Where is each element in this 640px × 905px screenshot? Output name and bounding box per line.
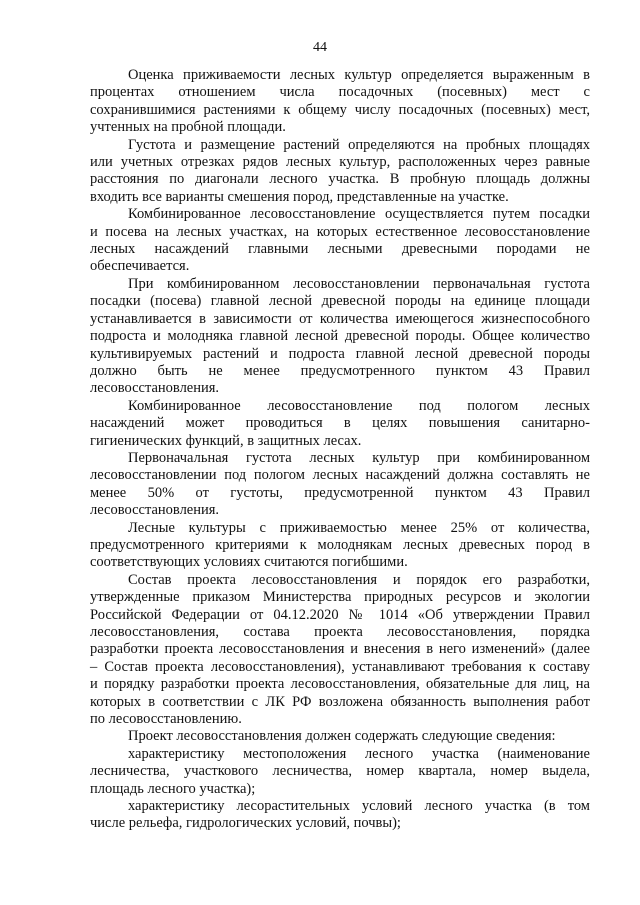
text-line: утвержденные приказом Министерства природных ресурсов и экологии xyxy=(90,589,590,606)
text-line: характеристику местоположения лесного участка (наименование xyxy=(128,745,590,762)
text-line: Первоначальная густота лесных культур при комбинированном xyxy=(128,449,590,466)
text-line: лесовосстановления. xyxy=(90,380,220,397)
text-line: разработки проекта лесовосстановления и внесения в него изменений» (далее xyxy=(90,641,590,658)
page-number: 44 xyxy=(313,40,327,55)
paragraph xyxy=(90,276,590,398)
paragraph xyxy=(90,137,590,207)
text-line: или учетных отрезках рядов лесных культур, расположенных через равные xyxy=(90,154,590,171)
text-line: Проект лесовосстановления должен содержать следующие сведения: xyxy=(128,728,556,745)
text-line: лесовосстановления. xyxy=(90,502,220,519)
text-line: которых в соответствии с ЛК РФ возложена обязанность выполнения работ xyxy=(90,693,590,710)
text-line: насаждений может проводиться в целях повышения санитарно- xyxy=(90,415,590,432)
text-line: При комбинированном лесовосстановлении первоначальная густота xyxy=(128,275,590,292)
text-line: сохранившимися растениями к общему числу посадочных (посевных) мест, xyxy=(90,101,590,118)
text-line: по лесовосстановлению. xyxy=(90,711,242,728)
text-line: расстояния по диагонали лесного участка. В пробную площадь должны xyxy=(90,171,590,188)
text-line: Лесные культуры с приживаемостью менее 25% от количества, xyxy=(128,519,590,536)
text-line: Состав проекта лесовосстановления и порядок его разработки, xyxy=(128,571,590,588)
text-line: и посева на лесных участках, на которых естественное лесовосстановление xyxy=(90,223,590,240)
text-line: соответствующих условиях считаются погибшими. xyxy=(90,554,408,571)
document-body xyxy=(90,67,590,833)
paragraph xyxy=(90,572,590,729)
text-line: входить все варианты смешения пород, представленные на участке. xyxy=(90,188,509,205)
text-line: и порядку разработки проекта лесовосстановления, обязательные для лиц, на xyxy=(90,676,590,693)
paragraph xyxy=(90,450,590,520)
text-line: должно быть не менее предусмотренного пунктом 43 Правил xyxy=(90,362,590,379)
paragraph xyxy=(90,67,590,137)
paragraph xyxy=(90,398,590,450)
text-line: числе рельефа, гидрологических условий, почвы); xyxy=(90,815,401,832)
text-line: процентах отношением числа посадочных (посевных) мест с xyxy=(90,84,590,101)
paragraph xyxy=(90,746,590,798)
paragraph xyxy=(90,206,590,276)
text-line: Густота и размещение растений определяются на пробных площадях xyxy=(128,136,590,153)
text-line: обеспечивается. xyxy=(90,258,190,275)
text-line: площадь лесного участка); xyxy=(90,780,256,797)
paragraph xyxy=(90,520,590,572)
paragraph xyxy=(90,798,590,833)
text-line: учтенных на пробной площади. xyxy=(90,119,286,136)
text-line: подроста и молодняка главной лесной древесной породы. Общее количество xyxy=(90,328,590,345)
text-line: культивируемых растений и подроста главной лесной древесной породы xyxy=(90,345,590,362)
text-line: Комбинированное лесовосстановление осуществляется путем посадки xyxy=(128,206,590,223)
text-line: характеристику лесорастительных условий лесного участка (в том xyxy=(128,798,590,815)
text-line: устанавливается в зависимости от количества имеющегося жизнеспособного xyxy=(90,310,590,327)
text-line: лесничества, участкового лесничества, номер квартала, номер выдела, xyxy=(90,763,590,780)
text-line: лесных насаждений главными лесными древесными породами не xyxy=(90,241,590,258)
paragraph xyxy=(90,728,590,745)
text-line: предусмотренного критериями к молоднякам лесных древесных пород в xyxy=(90,536,590,553)
text-line: менее 50% от густоты, предусмотренной пунктом 43 Правил xyxy=(90,484,590,501)
text-line: Комбинированное лесовосстановление под пологом лесных xyxy=(128,397,590,414)
text-line: лесовосстановлении под пологом лесных насаждений должна составлять не xyxy=(90,467,590,484)
text-line: Российской Федерации от 04.12.2020 № 1014 «Об утверждении Правил xyxy=(90,606,590,623)
text-line: посадки (посева) главной лесной древесной породы на единице площади xyxy=(90,293,590,310)
text-line: лесовосстановления, состава проекта лесовосстановления, порядка xyxy=(90,624,590,640)
text-line: – Состав проекта лесовосстановления), устанавливают требования к составу xyxy=(90,658,590,675)
text-line: гигиенических функций, в защитных лесах. xyxy=(90,432,362,449)
text-line: Оценка приживаемости лесных культур определяется выраженным в xyxy=(128,67,590,83)
